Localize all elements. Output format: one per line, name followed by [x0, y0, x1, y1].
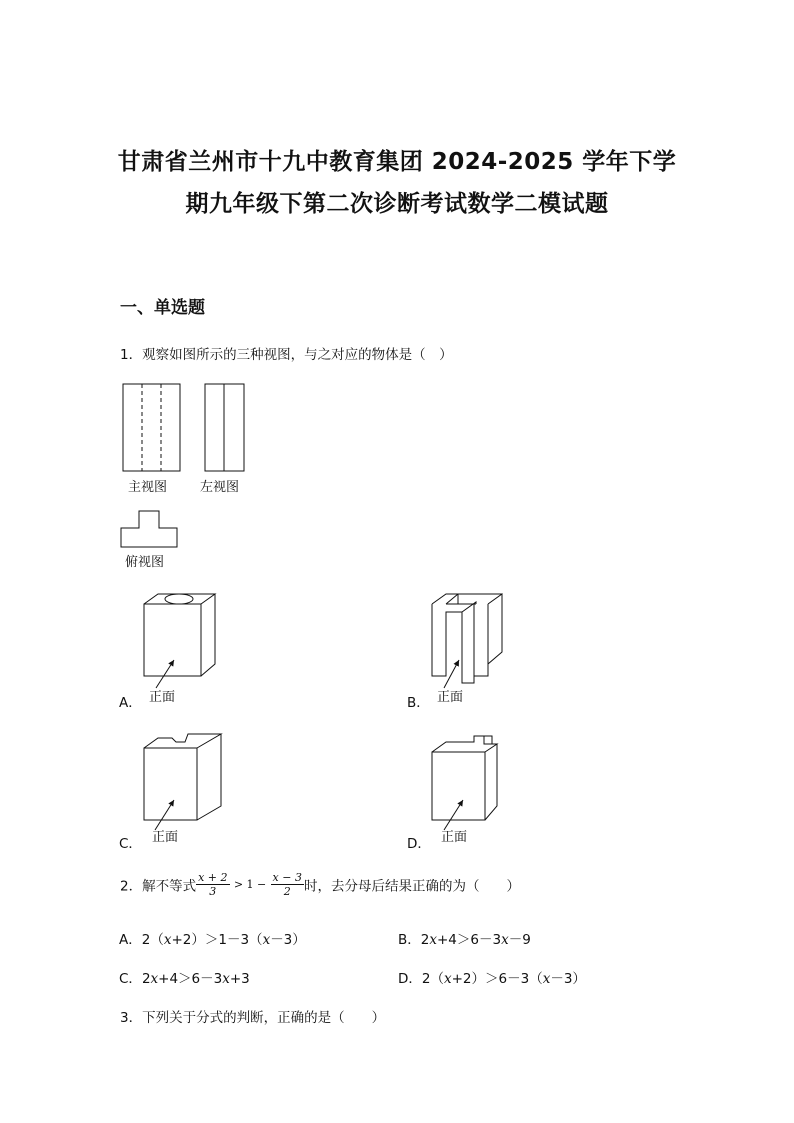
variable-x: x	[429, 932, 437, 948]
q1-option-a-caption: 正面	[149, 690, 176, 705]
variable-x: x	[542, 971, 551, 987]
q2-option-a-part: 2（	[141, 932, 164, 948]
page-title-line-2: 期九年级下第二次诊断考试数学二模试题	[185, 191, 609, 217]
q2-option-d-letter: D．	[398, 971, 422, 987]
variable-x: x	[262, 932, 271, 948]
q2-option-d-part: 2（	[421, 971, 444, 987]
q2-option-b	[398, 928, 531, 948]
variable-x: x	[150, 971, 159, 987]
question-3-text: 3．下列关于分式的判断，正确的是（ ）	[120, 1010, 386, 1026]
q2-option-d-part: +2）＞6－3（	[451, 971, 543, 987]
question-2-prefix: 2．解不等式	[120, 878, 197, 895]
q2-option-b-part: －9	[508, 932, 531, 948]
section-heading: 一、单选题	[120, 298, 205, 318]
fraction-1-numerator: x + 2	[198, 871, 228, 884]
variable-x: x	[444, 971, 452, 987]
q2-option-c-part: 2	[141, 971, 151, 987]
q2-option-a-letter: A．	[119, 932, 142, 948]
q2-option-a	[119, 928, 306, 948]
q2-option-d-part: －3）	[550, 971, 586, 987]
q2-option-a-part: +2）＞1－3（	[171, 932, 263, 948]
top-view-label: 俯视图	[125, 555, 165, 570]
q2-option-c-part: +3	[229, 971, 250, 987]
q1-option-c-letter: C．	[119, 836, 142, 852]
q1-option-a-letter: A．	[119, 695, 142, 711]
option-d-solid	[432, 736, 497, 830]
option-b-solid	[432, 594, 502, 688]
fraction-1	[196, 871, 229, 898]
q1-option-d-caption: 正面	[441, 830, 468, 845]
question-1-text: 1．观察如图所示的三种视图，与之对应的物体是（ ）	[120, 347, 453, 363]
q2-option-c	[119, 967, 250, 987]
q2-option-a-part: －3）	[270, 932, 306, 948]
q2-option-b-part: 2	[420, 932, 430, 948]
option-a-solid	[144, 594, 215, 688]
left-view-label: 左视图	[200, 480, 240, 495]
page-title-line-1: 甘肃省兰州市十九中教育集团 2024-2025 学年下学	[117, 149, 677, 175]
variable-x: x	[163, 932, 172, 948]
q1-option-c-caption: 正面	[152, 830, 179, 845]
fraction-2-denominator: 2	[283, 885, 291, 898]
front-view-label: 主视图	[128, 480, 168, 495]
fraction-2	[271, 871, 304, 898]
q1-option-b-letter: B．	[407, 695, 430, 711]
q1-option-b-caption: 正面	[437, 690, 464, 705]
q1-option-d-letter: D．	[407, 836, 431, 852]
question-2-suffix: 时，去分母后结果正确的为（ ）	[303, 878, 520, 895]
inequality-middle: > 1 −	[233, 878, 267, 891]
fraction-1-denominator: 3	[209, 885, 217, 898]
q2-option-c-letter: C．	[119, 971, 142, 987]
fraction-2-numerator: x − 3	[272, 871, 302, 884]
question-2-text	[120, 871, 520, 898]
q2-option-d	[398, 967, 586, 987]
variable-x: x	[222, 971, 230, 987]
q2-option-b-part: +4＞6－3	[436, 932, 502, 948]
q2-option-c-part: +4＞6－3	[158, 971, 223, 987]
q2-option-b-letter: B．	[398, 932, 421, 948]
variable-x: x	[501, 932, 509, 948]
option-c-solid	[144, 734, 221, 830]
